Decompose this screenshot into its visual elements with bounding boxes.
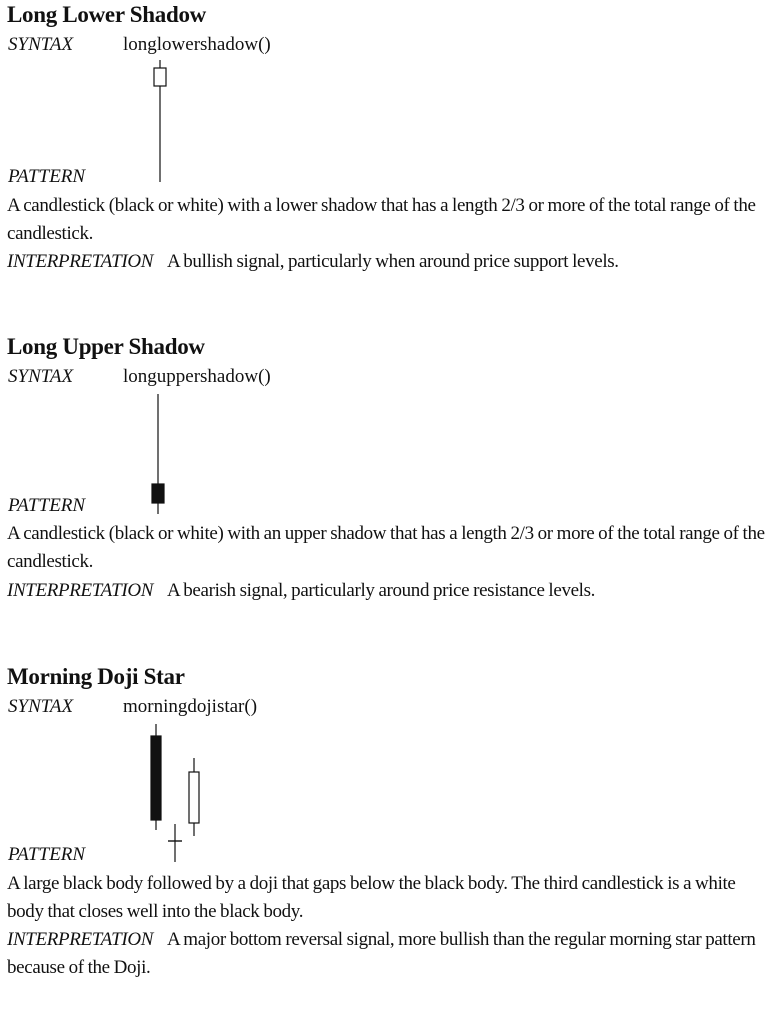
- pattern-text: A large black body followed by a doji that gaps below the black body. The third candlestick is a white body that closes well into the black body.: [7, 873, 736, 922]
- interpretation-label: INTERPRETATION: [7, 929, 154, 950]
- black-candle-body: [152, 484, 164, 503]
- interpretation-text: A bullish signal, particularly when around price support levels.: [167, 251, 619, 272]
- interpretation-text: A major bottom reversal signal, more bullish than the regular morning star pattern because of the Doji.: [7, 929, 756, 978]
- white-candle-body: [189, 772, 199, 823]
- section-title: Long Upper Shadow: [7, 334, 205, 359]
- pattern-label: PATTERN: [8, 495, 86, 516]
- syntax-value: morningdojistar(): [123, 696, 258, 717]
- pattern-text: A candlestick (black or white) with an upper shadow that has a length 2/3 or more of the total range of the candlestick.: [7, 523, 765, 572]
- syntax-label: SYNTAX: [8, 696, 74, 717]
- interpretation-row: [7, 248, 765, 276]
- interpretation-row: [7, 577, 765, 605]
- section-title: Long Lower Shadow: [7, 2, 206, 27]
- syntax-value: longuppershadow(): [123, 366, 271, 387]
- pattern-label: PATTERN: [8, 166, 86, 187]
- white-candle-body: [154, 68, 166, 86]
- pattern-text: A candlestick (black or white) with a lower shadow that has a length 2/3 or more of the total range of the candlestick.: [7, 195, 756, 244]
- section-title: Morning Doji Star: [7, 664, 185, 689]
- syntax-value: longlowershadow(): [123, 34, 271, 55]
- interpretation-row: [7, 926, 765, 982]
- interpretation-label: INTERPRETATION: [7, 251, 154, 272]
- interpretation-text: A bearish signal, particularly around price resistance levels.: [167, 580, 596, 601]
- large-black-candle-body: [151, 736, 161, 820]
- syntax-label: SYNTAX: [8, 34, 74, 55]
- pattern-label: PATTERN: [8, 844, 86, 865]
- syntax-label: SYNTAX: [8, 366, 74, 387]
- interpretation-label: INTERPRETATION: [7, 580, 154, 601]
